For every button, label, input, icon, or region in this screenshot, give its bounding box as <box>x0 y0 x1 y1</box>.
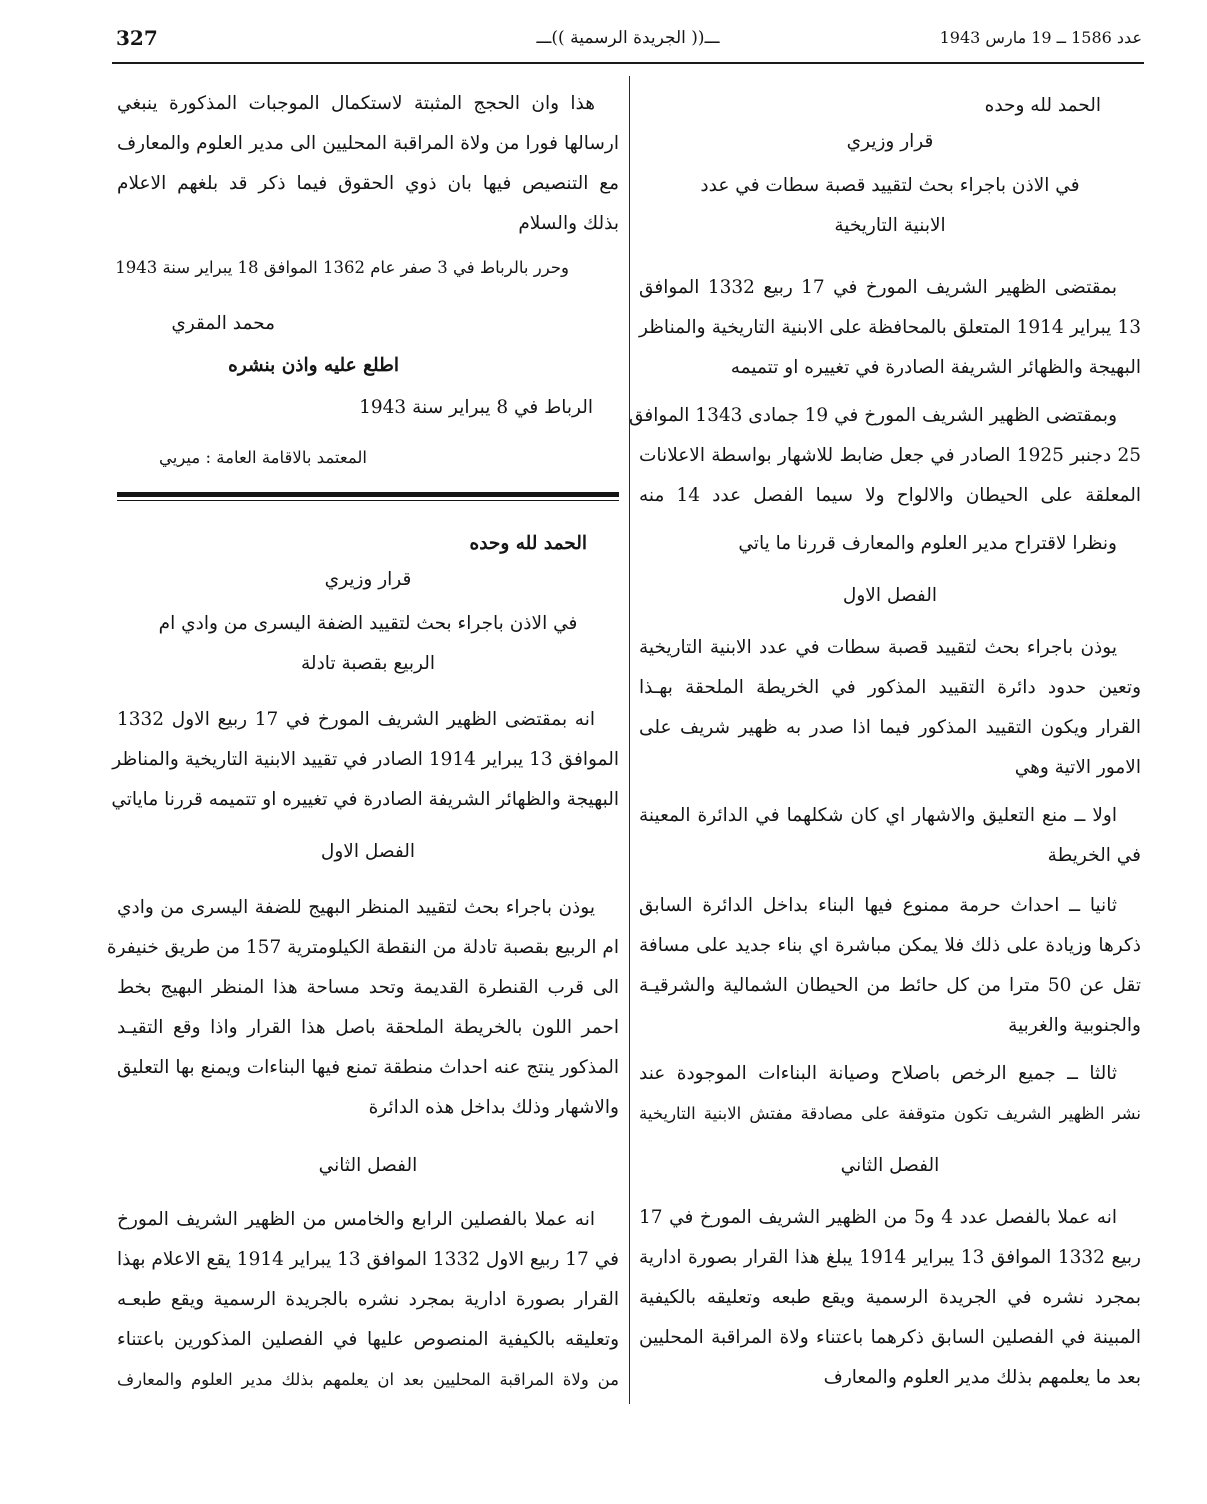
continuation-paragraph <box>117 84 619 244</box>
decision-subject <box>639 166 1141 246</box>
opening-invocation: الحمد لله وحده <box>984 95 1101 116</box>
chapter-2-body <box>117 1200 619 1400</box>
column-divider <box>629 76 630 1404</box>
approval-note: اطلع عليه واذن بنشره <box>228 355 399 376</box>
text-line: والجنوبية والغربية <box>1008 1015 1141 1036</box>
chapter-heading: الفصل الثاني <box>840 1155 940 1176</box>
text-line: وحرر بالرباط في 3 صفر عام 1362 الموافق 18 يبراير سنة 1943 <box>115 258 569 277</box>
text-line: البهيجة والظهائر الشريفة الصادرة في تغييره او تتميمه <box>730 357 1141 378</box>
text-line: مع التنصيص فيها بان ذوي الحقوق فيما ذكر قد بلغهم الاعلام <box>117 173 619 194</box>
text-line: ونظرا لاقتراح مدير العلوم والمعارف قررنا ما ياتي <box>738 533 1117 554</box>
signatory: محمد المقري <box>171 313 275 334</box>
text-line: 13 يبراير 1914 المتعلق بالمحافظة على الابنية التاريخية والمناظر <box>639 317 1141 338</box>
resident-general: المعتمد بالاقامة العامة : ميريي <box>158 448 367 467</box>
text-line: المبينة في الفصلين السابق ذكرهما باعتناء ولاة المراقبة المحليين <box>639 1327 1141 1348</box>
dated-line <box>117 248 619 288</box>
text-line: في 17 ربيع الاول 1332 الموافق 13 يبراير 1914 يقع الاعلام بهذا <box>117 1249 619 1270</box>
chapter-heading: الفصل الاول <box>320 841 416 862</box>
text-line: ام الربيع بقصبة تادلة من النقطة الكيلومترية 157 من طريق خنيفرة <box>106 937 619 958</box>
text-line: ارسالها فورا من ولاة المراقبة المحليين الى مدير العلوم والمعارف <box>117 133 619 154</box>
opening-invocation: الحمد لله وحده <box>469 533 587 554</box>
text-line: الى قرب القنطرة القديمة وتحد مساحة هذا المنظر البهيج بخط <box>117 977 619 998</box>
issue-info: عدد 1586 ــ 19 مارس 1943 <box>939 28 1142 47</box>
text-line: انه عملا بالفصلين الرابع والخامس من الظهير الشريف المورخ <box>117 1209 595 1230</box>
text-line: الامور الاتية وهي <box>1014 757 1141 778</box>
publication-title: ـــ(( الجريدة الرسمية ))ـــ <box>536 28 720 48</box>
text-line: المذكور ينتج عنه احداث منطقة تمنع فيها البناءات ويمنع بها التعليق <box>117 1057 619 1078</box>
text-line: يوذن باجراء بحث لتقييد قصبة سطات في عدد الابنية التاريخية <box>639 637 1117 658</box>
text-line: القرار ويكون التقييد المذكور فيما اذا صدر به ظهير شريف على <box>639 717 1141 738</box>
text-line: في الخريطة <box>1047 845 1141 866</box>
preamble-paragraph-2 <box>628 396 1141 516</box>
text-line: انه بمقتضى الظهير الشريف المورخ في 17 ربيع الاول 1332 <box>117 709 595 730</box>
text-line: ربيع 1332 الموافق 13 يبراير 1914 يبلغ هذا القرار بصورة ادارية <box>639 1247 1141 1268</box>
text-line: ثانيا ــ احداث حرمة ممنوع فيها البناء بداخل الدائرة السابق <box>639 895 1117 916</box>
text-line: بمقتضى الظهير الشريف المورخ في 17 ربيع 1332 الموافق <box>639 277 1117 298</box>
preamble-paragraph-1 <box>639 268 1141 388</box>
text-line: بذلك والسلام <box>518 213 619 234</box>
text-line: ثالثا ــ جميع الرخص باصلاح وصيانة البناءات الموجودة عند <box>639 1063 1117 1084</box>
subject-line: في الاذن باجراء بحث لتقييد الضفة اليسرى من وادي ام <box>158 613 578 634</box>
text-line: وبمقتضى الظهير الشريف المورخ في 19 جمادى 1343 الموافق <box>628 405 1117 426</box>
text-line: تقل عن 50 مترا من كل حائط من الحيطان الشمالية والشرقيـة <box>639 975 1141 996</box>
text-line: وتعين حدود دائرة التقييد المذكور في الخريطة الملحقة بهـذا <box>639 677 1141 698</box>
item-first <box>639 796 1141 876</box>
chapter-2-body <box>639 1198 1141 1398</box>
text-line: انه عملا بالفصل عدد 4 و5 من الظهير الشريف المورخ في 17 <box>639 1207 1117 1228</box>
text-line: يوذن باجراء بحث لتقييد المنظر البهيج للضفة اليسرى من وادي <box>117 897 595 918</box>
preamble-paragraph <box>111 700 619 820</box>
subject-line: الابنية التاريخية <box>834 215 946 236</box>
chapter-heading: الفصل الاول <box>842 585 938 606</box>
text-line: 25 دجنبر 1925 الصادر في جعل ضابط للاشهار بواسطة الاعلانات <box>639 445 1141 466</box>
text-line: احمر اللون بالخريطة الملحقة باصل هذا القرار واذا وقع التقيـد <box>117 1017 619 1038</box>
text-line: نشر الظهير الشريف تكون متوقفة على مصادقة مفتش الابنية التاريخية <box>639 1104 1141 1123</box>
text-line: وتعليقه بالكيفية المنصوص عليها في الفصلين المذكورين باعتناء <box>117 1329 619 1350</box>
page-header <box>112 24 1144 58</box>
text-line: هذا وان الحجج المثبتة لاستكمال الموجبات المذكورة ينبغي <box>117 93 595 114</box>
text-line: والاشهار وذلك بداخل هذه الدائرة <box>368 1097 619 1118</box>
text-line: بعد ما يعلمهم بذلك مدير العلوم والمعارف <box>823 1367 1141 1388</box>
section-separator <box>117 492 619 501</box>
text-line: بمجرد نشره في الجريدة الرسمية ويقع طبعه وتعليقه بالكيفية <box>639 1287 1141 1308</box>
decision-title: قرار وزيري <box>846 131 934 152</box>
subject-line: في الاذن باجراء بحث لتقييد قصبة سطات في عدد <box>700 175 1080 196</box>
chapter-1-body <box>106 888 619 1128</box>
text-line: اولا ــ منع التعليق والاشهار اي كان شكلهما في الدائرة المعينة <box>639 805 1117 826</box>
text-line: ذكرها وزيادة على ذلك فلا يمكن مباشرة اي بناء جديد على مسافة <box>639 935 1141 956</box>
item-third <box>639 1054 1141 1134</box>
decision-title: قرار وزيري <box>324 569 412 590</box>
subject-line: الربيع بقصبة تادلة <box>301 653 435 674</box>
header-rule <box>112 62 1144 64</box>
chapter-heading: الفصل الثاني <box>318 1155 418 1176</box>
decision-subject <box>117 604 619 684</box>
text-line: القرار بصورة ادارية بمجرد نشره بالجريدة الرسمية ويقع طبعـه <box>117 1289 619 1310</box>
item-second <box>639 886 1141 1046</box>
text-line: الموافق 13 يبراير 1914 الصادر في تقييد الابنية التاريخية والمناظر <box>112 749 619 770</box>
chapter-1-body <box>639 628 1141 788</box>
approval-date: الرباط في 8 يبراير سنة 1943 <box>359 397 593 418</box>
text-line: المعلقة على الحيطان والالواح ولا سيما الفصل عدد 14 منه <box>639 485 1141 506</box>
preamble-paragraph-3 <box>639 524 1141 564</box>
text-line: من ولاة المراقبة المحليين بعد ان يعلمهم بذلك مدير العلوم والمعارف <box>117 1370 619 1389</box>
page-number: 327 <box>116 26 158 50</box>
text-line: البهيجة والظهائر الشريفة الصادرة في تغييره او تتميمه قررنا ماياتي <box>111 789 619 810</box>
